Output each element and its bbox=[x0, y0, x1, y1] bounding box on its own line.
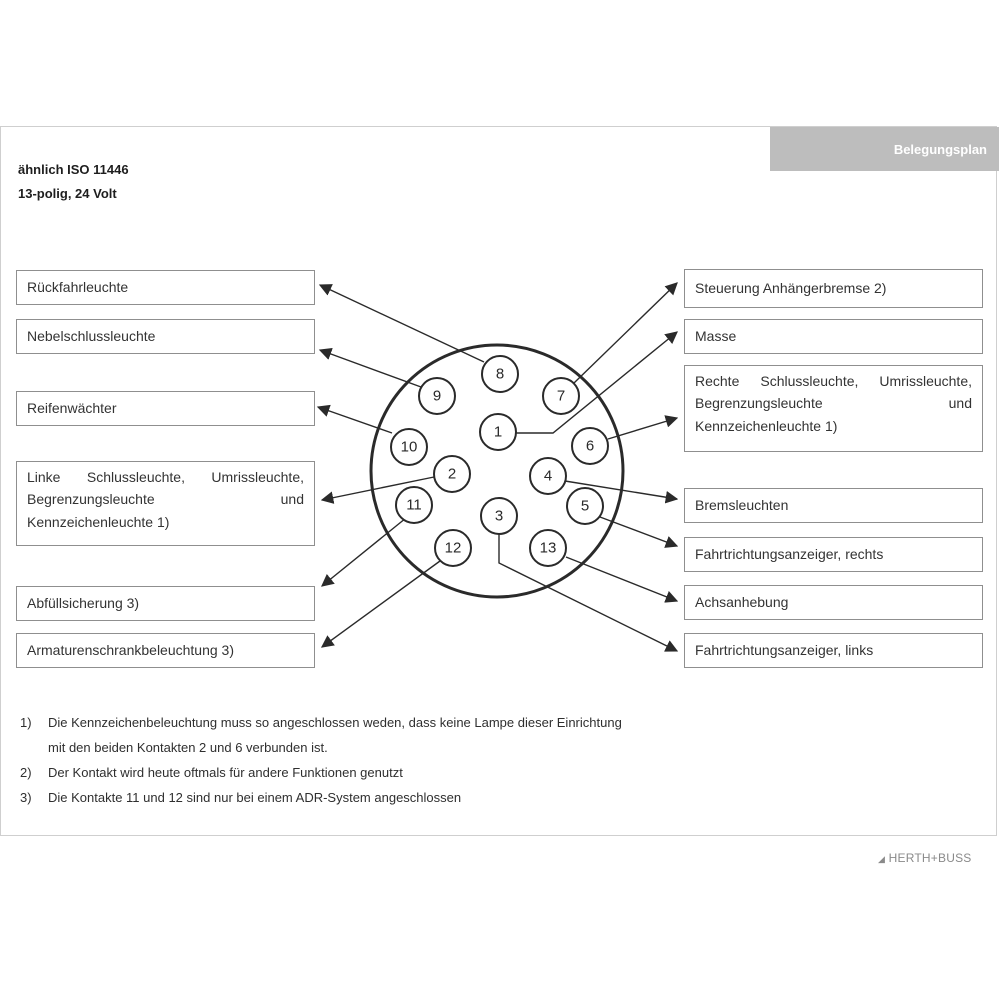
brand-mark-icon: ◢ bbox=[878, 854, 886, 864]
label-achsanhebung: Achsanhebung bbox=[684, 585, 983, 620]
footnote-3-text: Die Kontakte 11 und 12 sind nur bei einem ADR-System angeschlossen bbox=[48, 790, 462, 805]
footnote-1-continuation: mit den beiden Kontakten 2 und 6 verbunden ist. bbox=[48, 740, 328, 755]
line-pin-12 bbox=[322, 561, 440, 647]
title-spec: 13-polig, 24 Volt bbox=[18, 186, 117, 201]
pin-8-label: 8 bbox=[495, 365, 505, 383]
label-nebelschlussleuchte: Nebelschlussleuchte bbox=[16, 319, 315, 354]
footnote-3 bbox=[20, 791, 461, 804]
line-pin-7 bbox=[574, 283, 677, 383]
label-fahrtrichtung-links: Fahrtrichtungsanzeiger, links bbox=[684, 633, 983, 668]
footnote-2-number: 2) bbox=[20, 765, 32, 780]
header-tab: Belegungsplan bbox=[770, 127, 999, 171]
line-pin-6 bbox=[608, 418, 677, 439]
pin-12-label: 12 bbox=[444, 539, 462, 557]
brand-logo bbox=[878, 851, 971, 865]
pin-13-label: 13 bbox=[539, 539, 557, 557]
label-reifenwaechter: Reifenwächter bbox=[16, 391, 315, 426]
pin-10-label: 10 bbox=[400, 438, 418, 456]
line-pin-13 bbox=[566, 557, 677, 601]
label-bremsleuchten: Bremsleuchten bbox=[684, 488, 983, 523]
footnote-2 bbox=[20, 766, 403, 779]
footnote-1 bbox=[20, 716, 622, 729]
pin-3-label: 3 bbox=[494, 507, 504, 525]
pin-7-label: 7 bbox=[556, 387, 566, 405]
label-abfuellsicherung: Abfüllsicherung 3) bbox=[16, 586, 315, 621]
pin-6-label: 6 bbox=[585, 437, 595, 455]
label-steuerung-anhaengerbremse: Steuerung Anhängerbremse 2) bbox=[684, 269, 983, 308]
label-rechte-schlussleuchte: Rechte Schlussleuchte, Umrissleuchte, Begrenzungsleuchte und Kennzeichenleuchte 1) bbox=[684, 365, 983, 452]
footnote-1-text: Die Kennzeichenbeleuchtung muss so angeschlossen weden, dass keine Lampe dieser Einrichtung bbox=[48, 715, 622, 730]
line-pin-9 bbox=[320, 350, 421, 387]
label-rueckfahrleuchte: Rückfahrleuchte bbox=[16, 270, 315, 305]
line-pin-5 bbox=[600, 517, 677, 546]
line-pin-8 bbox=[320, 285, 484, 362]
pin-4-label: 4 bbox=[543, 467, 553, 485]
footnote-3-number: 3) bbox=[20, 790, 32, 805]
footnote-1-number: 1) bbox=[20, 715, 32, 730]
line-pin-3 bbox=[499, 533, 677, 651]
pin-1-label: 1 bbox=[493, 423, 503, 441]
line-pin-1 bbox=[515, 332, 677, 433]
pin-5-label: 5 bbox=[580, 497, 590, 515]
label-armaturenschrankbeleuchtung: Armaturenschrankbeleuchtung 3) bbox=[16, 633, 315, 668]
line-pin-11 bbox=[322, 518, 406, 586]
title-standard: ähnlich ISO 11446 bbox=[18, 162, 129, 177]
pin-2-label: 2 bbox=[447, 465, 457, 483]
label-fahrtrichtung-rechts: Fahrtrichtungsanzeiger, rechts bbox=[684, 537, 983, 572]
label-linke-schlussleuchte: Linke Schlussleuchte, Umrissleuchte, Begrenzungsleuchte und Kennzeichenleuchte 1) bbox=[16, 461, 315, 546]
footnote-2-text: Der Kontakt wird heute oftmals für andere Funktionen genutzt bbox=[48, 765, 403, 780]
brand-text: HERTH+BUSS bbox=[888, 851, 972, 865]
label-masse: Masse bbox=[684, 319, 983, 354]
pin-9-label: 9 bbox=[432, 387, 442, 405]
pin-11-label: 11 bbox=[406, 496, 422, 514]
